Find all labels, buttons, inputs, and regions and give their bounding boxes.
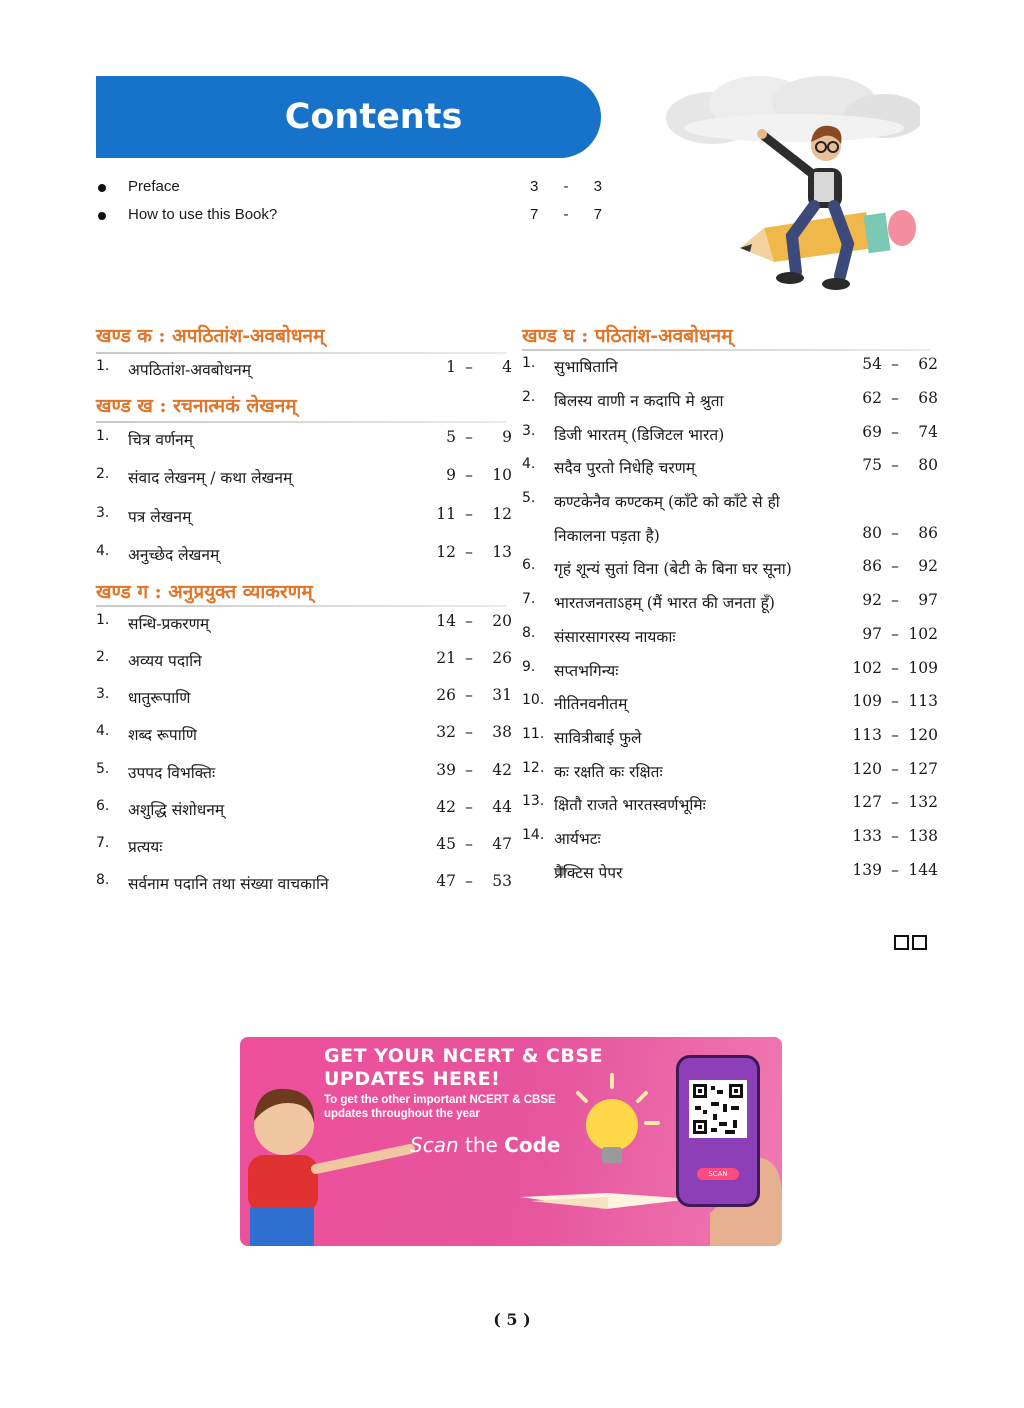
toc-item-pages <box>852 423 938 441</box>
toc-item-pages <box>852 827 938 845</box>
toc-item-title: नीतिनवनीतम् <box>554 695 628 713</box>
toc-item-pages <box>426 428 512 446</box>
toc-item-title: प्रैक्टिस पेपर <box>554 864 623 882</box>
toc-item-pages <box>852 861 938 879</box>
toc-item-title: अशुद्धि संशोधनम् <box>128 801 225 819</box>
page-to: 120 <box>908 726 938 744</box>
toc-item-title: सावित्रीबाई फुले <box>554 729 642 747</box>
page-from: 127 <box>852 793 882 811</box>
front-matter-row <box>96 206 601 232</box>
page-to: 13 <box>492 543 512 561</box>
page-to: 42 <box>492 761 512 779</box>
square-icon <box>912 935 927 950</box>
contents-title-banner <box>96 76 601 158</box>
page-to: 113 <box>908 692 938 710</box>
toc-item-number: 3. <box>96 505 110 521</box>
page-to: 102 <box>908 625 938 643</box>
toc-item-title: अव्यय पदानि <box>128 652 202 670</box>
page-from: 14 <box>436 612 456 630</box>
toc-item-number: 2. <box>96 649 110 665</box>
toc-item-pages <box>426 649 512 667</box>
toc-item-pages <box>852 591 938 609</box>
toc-item-pages <box>852 355 938 373</box>
page-from: 75 <box>862 456 882 474</box>
promo-subtext: To get the other important NCERT & CBSE updates throughout the year <box>324 1094 556 1120</box>
boy-on-pencil-illustration <box>664 76 920 292</box>
toc-item-pages <box>426 835 512 853</box>
toc-item-pages <box>852 692 938 710</box>
toc-item-number: 13. <box>522 793 545 809</box>
page-to: 132 <box>908 793 938 811</box>
toc-item-title: सुभाषितानि <box>554 358 618 376</box>
page-to: 80 <box>918 456 938 474</box>
page-range-dash: – <box>465 872 473 890</box>
page-from: 102 <box>852 659 882 677</box>
page-to: 144 <box>908 861 938 879</box>
toc-item-pages <box>426 686 512 704</box>
page-to: 62 <box>918 355 938 373</box>
page-range-dash: – <box>891 389 899 407</box>
page-from: 26 <box>436 686 456 704</box>
page-range-dash: – <box>465 649 473 667</box>
page-range-dash: – <box>465 358 473 376</box>
toc-item-pages <box>852 524 938 542</box>
front-matter-row <box>96 178 601 204</box>
page-from: 120 <box>852 760 882 778</box>
toc-item-number: 1. <box>96 612 110 628</box>
toc-item-pages <box>426 798 512 816</box>
toc-item-pages <box>852 557 938 575</box>
page-from: 80 <box>862 524 882 542</box>
page-from: 97 <box>862 625 882 643</box>
toc-item-number: 6. <box>522 557 536 573</box>
page-to: 86 <box>918 524 938 542</box>
toc-item-pages <box>426 761 512 779</box>
toc-item-title: उपपद विभक्तिः <box>128 764 216 782</box>
page-to: 31 <box>492 686 512 704</box>
page-from: 133 <box>852 827 882 845</box>
toc-item-pages <box>852 659 938 677</box>
page-from: 92 <box>862 591 882 609</box>
page-from: 21 <box>436 649 456 667</box>
page-from: 47 <box>436 872 456 890</box>
toc-item-pages <box>852 456 938 474</box>
page-to: 26 <box>492 649 512 667</box>
bullet-icon <box>98 184 106 192</box>
toc-item-title: अनुच्छेद लेखनम् <box>128 546 220 564</box>
page-to: 97 <box>918 591 938 609</box>
toc-item-title: सप्तभगिन्यः <box>554 662 619 680</box>
toc-item-title: कण्टकेनैव कण्टकम् (काँटे को काँटे से ही <box>554 493 780 511</box>
toc-item-number: 14. <box>522 827 545 843</box>
scan-button[interactable]: SCAN <box>697 1168 739 1180</box>
toc-item-number: 7. <box>96 835 110 851</box>
toc-item-title: गृहं शून्यं सुतां विना (बेटी के बिना घर सूना) <box>554 560 792 578</box>
toc-item-pages <box>426 358 512 376</box>
page-from: 109 <box>852 692 882 710</box>
toc-item-pages <box>426 872 512 890</box>
toc-item-title: आर्यभटः <box>554 830 601 848</box>
toc-item-number: 11. <box>522 726 545 742</box>
toc-item-title: संवाद लेखनम् / कथा लेखनम् <box>128 469 293 487</box>
toc-item-number: 1. <box>522 355 536 371</box>
page-range-dash: – <box>891 591 899 609</box>
toc-item-title: क्षितौ राजते भारतस्वर्णभूमिः <box>554 796 706 814</box>
page-range-dash: – <box>465 798 473 816</box>
page-to: 44 <box>492 798 512 816</box>
toc-item-number: 7. <box>522 591 536 607</box>
page-range-dash: – <box>891 625 899 643</box>
front-matter-pages: 3 - 3 <box>530 178 602 195</box>
page-range-dash: – <box>891 524 899 542</box>
page-to: 74 <box>918 423 938 441</box>
front-matter-pages: 7 - 7 <box>530 206 602 223</box>
section-divider <box>96 352 506 354</box>
toc-item-title: प्रत्ययः <box>128 838 163 856</box>
page-from: 69 <box>862 423 882 441</box>
toc-item-number: 3. <box>96 686 110 702</box>
toc-item-number: 2. <box>522 389 536 405</box>
page-to: 4 <box>502 358 512 376</box>
section-heading-kha: खण्ड ख : रचनात्मकं लेखनम् <box>96 395 297 417</box>
front-matter-label: How to use this Book? <box>128 206 278 223</box>
page-from: 45 <box>436 835 456 853</box>
page-to: 92 <box>918 557 938 575</box>
toc-item-number: 3. <box>522 423 536 439</box>
page-range-dash: – <box>891 692 899 710</box>
page-range-dash: – <box>891 726 899 744</box>
toc-item-title: बिलस्य वाणी न कदापि मे श्रुता <box>554 392 724 410</box>
page-from: 32 <box>436 723 456 741</box>
page-to: 20 <box>492 612 512 630</box>
toc-item-title: धातुरूपाणि <box>128 689 191 707</box>
page-from: 12 <box>436 543 456 561</box>
scan-the-code-label: Scan the Code <box>410 1133 561 1157</box>
end-of-section-marker <box>894 935 927 950</box>
toc-item-number: 9. <box>522 659 536 675</box>
toc-item-pages <box>426 543 512 561</box>
toc-item-number: 4. <box>522 456 536 472</box>
toc-item-number: 4. <box>96 543 110 559</box>
section-heading-ga: खण्ड ग : अनुप्रयुक्त व्याकरणम् <box>96 581 313 603</box>
toc-item-pages <box>852 793 938 811</box>
toc-item-title: भारतजनताऽहम् (मैं भारत की जनता हूँ) <box>554 594 775 612</box>
toc-item-pages <box>852 726 938 744</box>
page-range-dash: – <box>891 456 899 474</box>
page-from: 139 <box>852 861 882 879</box>
page-to: 138 <box>908 827 938 845</box>
section-heading-ka: खण्ड क : अपठितांश-अवबोधनम् <box>96 325 325 347</box>
toc-item-title: सन्धि-प्रकरणम् <box>128 615 210 633</box>
section-divider <box>96 421 506 423</box>
page-from: 42 <box>436 798 456 816</box>
toc-item-pages <box>426 466 512 484</box>
page-from: 39 <box>436 761 456 779</box>
toc-item-number: 10. <box>522 692 545 708</box>
page-from: 11 <box>436 505 456 523</box>
page-number: ( 5 ) <box>493 1310 531 1329</box>
page-from: 62 <box>862 389 882 407</box>
page-to: 12 <box>492 505 512 523</box>
toc-item-pages <box>426 505 512 523</box>
toc-item-number: 4. <box>96 723 110 739</box>
page-from: 54 <box>862 355 882 373</box>
section-divider <box>522 349 930 351</box>
toc-item-number: 8. <box>522 625 536 641</box>
page-range-dash: – <box>465 761 473 779</box>
page-range-dash: – <box>891 793 899 811</box>
page-from: 1 <box>446 358 456 376</box>
toc-item-pages <box>852 625 938 643</box>
page-range-dash: – <box>891 659 899 677</box>
page-to: 127 <box>908 760 938 778</box>
page-range-dash: – <box>891 760 899 778</box>
page-to: 9 <box>502 428 512 446</box>
page-range-dash: – <box>891 423 899 441</box>
page-from: 5 <box>446 428 456 446</box>
page-to: 68 <box>918 389 938 407</box>
page-range-dash: – <box>891 827 899 845</box>
section-divider <box>96 605 506 607</box>
toc-item-title: पत्र लेखनम् <box>128 508 192 526</box>
toc-item-pages <box>426 612 512 630</box>
page-range-dash: – <box>891 557 899 575</box>
page-range-dash: – <box>465 466 473 484</box>
toc-item-number: 1. <box>96 428 110 444</box>
toc-item-number: 2. <box>96 466 110 482</box>
toc-item-title-continued: निकालना पड़ता है) <box>554 527 660 545</box>
square-icon <box>894 935 909 950</box>
toc-item-title: सर्वनाम पदानि तथा संख्या वाचकानि <box>128 875 329 893</box>
front-matter-label: Preface <box>128 178 180 195</box>
phone-with-qr <box>676 1055 760 1207</box>
page-range-dash: – <box>465 428 473 446</box>
toc-item-pages <box>852 760 938 778</box>
toc-item-title: डिजी भारतम् (डिजिटल भारत) <box>554 426 725 444</box>
toc-item-number: 12. <box>522 760 545 776</box>
toc-item-title: संसारसागरस्य नायकाः <box>554 628 676 646</box>
promo-headline: GET YOUR NCERT & CBSE UPDATES HERE! <box>324 1045 604 1090</box>
toc-item-title: सदैव पुरतो निधेहि चरणम् <box>554 459 696 477</box>
toc-item-pages <box>852 389 938 407</box>
toc-item-title: अपठितांश-अवबोधनम् <box>128 361 252 379</box>
page-to: 10 <box>492 466 512 484</box>
page-from: 86 <box>862 557 882 575</box>
page-range-dash: – <box>891 861 899 879</box>
toc-item-number: 5. <box>96 761 110 777</box>
page-range-dash: – <box>465 612 473 630</box>
page-title: Contents <box>284 97 463 137</box>
section-heading-gha: खण्ड घ : पठितांश-अवबोधनम् <box>522 325 733 347</box>
page-to: 109 <box>908 659 938 677</box>
page-range-dash: – <box>891 355 899 373</box>
page-to: 47 <box>492 835 512 853</box>
toc-item-title: चित्र वर्णनम् <box>128 431 194 449</box>
toc-item-title: कः रक्षति कः रक्षितः <box>554 763 663 781</box>
page-from: 9 <box>446 466 456 484</box>
toc-item-title: शब्द रूपाणि <box>128 726 197 744</box>
page-to: 53 <box>492 872 512 890</box>
page-range-dash: – <box>465 505 473 523</box>
qr-code-icon[interactable] <box>689 1080 747 1138</box>
toc-item-number: 6. <box>96 798 110 814</box>
toc-item-number: 1. <box>96 358 110 374</box>
ncert-cbse-updates-banner[interactable] <box>240 1037 782 1246</box>
page-range-dash: – <box>465 686 473 704</box>
bullet-icon <box>98 212 106 220</box>
page-range-dash: – <box>465 723 473 741</box>
toc-item-pages <box>426 723 512 741</box>
toc-item-number: 8. <box>96 872 110 888</box>
page-to: 38 <box>492 723 512 741</box>
page-from: 113 <box>852 726 882 744</box>
page-range-dash: – <box>465 835 473 853</box>
toc-item-number: 5. <box>522 490 536 506</box>
page-range-dash: – <box>465 543 473 561</box>
